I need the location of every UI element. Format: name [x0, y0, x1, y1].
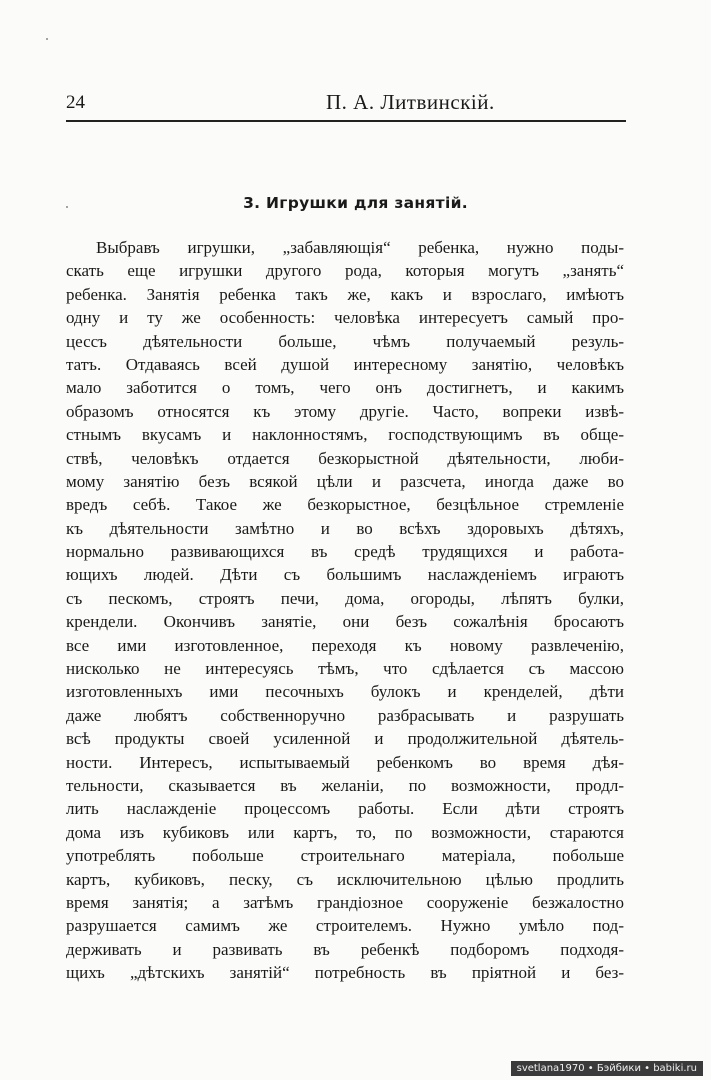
- text-line: къ дѣятельности замѣтно и во всѣхъ здоровыхъ дѣтяхъ,: [66, 518, 624, 538]
- text-line: употреблять побольше строительнаго матеріала, побольше: [66, 846, 624, 866]
- text-line: лить наслажденіе процессомъ работы. Если дѣти строятъ: [66, 799, 624, 819]
- section-title: 3. Игрушки для занятій.: [243, 194, 468, 212]
- scan-speck: [46, 38, 48, 40]
- text-line: щихъ „дѣтскихъ занятій“ потребность въ пріятной и без-: [66, 963, 624, 983]
- text-line: мому занятію безъ всякой цѣли и разсчета, иногда даже во: [66, 471, 624, 491]
- text-line: картъ, кубиковъ, песку, съ исключительною цѣлью продлить: [66, 869, 624, 889]
- text-line: стнымъ вкусамъ и наклонностямъ, господствующимъ въ обще-: [66, 425, 624, 445]
- text-line: разрушается самимъ же строителемъ. Нужно умѣло под-: [66, 916, 624, 936]
- text-line: тельности, сказывается въ желаніи, по возможности, продл-: [66, 775, 624, 795]
- text-line: ребенка. Занятія ребенка такъ же, какъ и взрослаго, имѣютъ: [66, 284, 624, 304]
- text-line: мало заботится о томъ, чего онъ достигнетъ, и какимъ: [66, 378, 624, 398]
- text-line: изготовленныхъ ими песочныхъ булокъ и кренделей, дѣти: [66, 682, 624, 702]
- text-line: всѣ продукты своей усиленной и продолжительной дѣятель-: [66, 729, 624, 749]
- text-line: нисколько не интересуясь тѣмъ, что сдѣлается съ массою: [66, 659, 624, 679]
- text-line: цессъ дѣятельности больше, чѣмъ получаемый резуль-: [66, 331, 624, 351]
- text-line: все ими изготовленное, переходя къ новому развлеченію,: [66, 635, 624, 655]
- text-line: образомъ относятся къ этому другіе. Часто, вопреки извѣ-: [66, 401, 624, 421]
- header-rule: [66, 120, 626, 122]
- text-line: крендели. Окончивъ занятіе, они безъ сожалѣнія бросаютъ: [66, 612, 624, 632]
- text-line: дома изъ кубиковъ или картъ, то, по возможности, стараются: [66, 822, 624, 842]
- text-line: съ пескомъ, строятъ печи, дома, огороды, лѣпятъ булки,: [66, 588, 624, 608]
- text-line: держивать и развивать въ ребенкѣ подборомъ подходя-: [66, 939, 624, 959]
- text-line: вредъ себѣ. Такое же безкорыстное, безцѣльное стремленіе: [66, 495, 624, 515]
- text-line: Выбравъ игрушки, „забавляющія“ ребенка, нужно поды-: [96, 238, 624, 257]
- text-line: скать еще игрушки другого рода, которыя могутъ „занять“: [66, 261, 624, 281]
- page-number: 24: [66, 92, 85, 113]
- watermark: svetlana1970 • Бэйбики • babiki.ru: [511, 1061, 703, 1076]
- text-line: время занятія; а затѣмъ грандіозное сооруженіе безжалостно: [66, 892, 624, 912]
- text-line: ющихъ людей. Дѣти съ большимъ наслажденіемъ играютъ: [66, 565, 624, 585]
- text-line: татъ. Отдаваясь всей душой интересному занятію, человѣкъ: [66, 354, 624, 374]
- text-line: одну и ту же особенность: человѣка интересуетъ самый про-: [66, 308, 624, 328]
- body-text: [66, 236, 624, 985]
- running-head: П. А. Литвинскій.: [326, 90, 495, 114]
- text-line: ности. Интересъ, испытываемый ребенкомъ во время дѣя-: [66, 752, 624, 772]
- text-line: ствѣ, человѣкъ отдается безкорыстной дѣятельности, люби-: [66, 448, 624, 468]
- text-line: нормально развивающихся въ средѣ трудящихся и работа-: [66, 542, 624, 562]
- page-header: [66, 88, 626, 118]
- text-line: даже любятъ собственноручно разбрасывать и разрушать: [66, 705, 624, 725]
